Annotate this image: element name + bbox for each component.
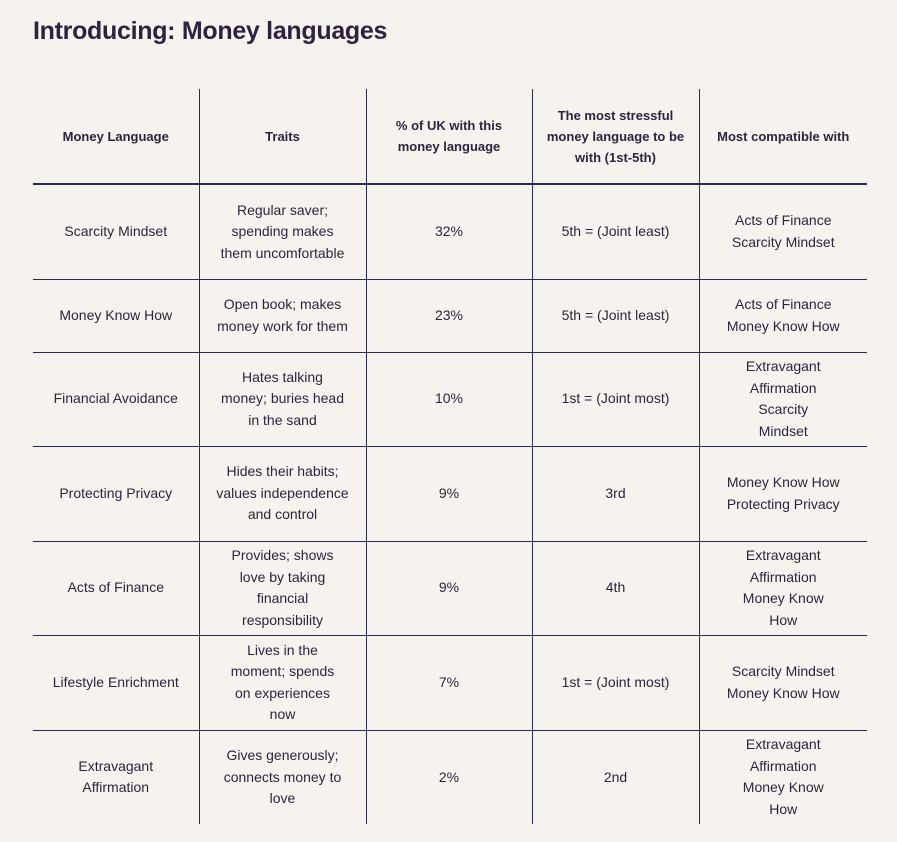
table-row bbox=[33, 730, 867, 824]
cell-compatible bbox=[699, 279, 867, 352]
compatible-item: Money Know How bbox=[726, 317, 840, 334]
cell-traits: Provides; shows love by taking financial responsibility bbox=[199, 541, 366, 635]
compatible-item: Money Know How bbox=[742, 779, 824, 817]
table-row bbox=[33, 446, 867, 541]
compatible-item: Acts of Finance bbox=[735, 212, 832, 229]
cell-language: Money Know How bbox=[33, 279, 199, 352]
cell-language: Extravagant Affirmation bbox=[78, 757, 154, 796]
cell-language: Acts of Finance bbox=[33, 541, 199, 635]
header-row bbox=[33, 89, 867, 184]
cell-compatible bbox=[699, 184, 867, 279]
cell-percent: 10% bbox=[366, 352, 532, 446]
table-row bbox=[33, 352, 867, 446]
compatible-item: Acts of Finance bbox=[735, 296, 832, 312]
compatible-item: Scarcity Mindset bbox=[731, 663, 835, 679]
cell-stress-rank: 2nd bbox=[532, 730, 699, 824]
page-title: Introducing: Money languages bbox=[33, 17, 388, 45]
header-compatible: Most compatible with bbox=[699, 89, 867, 184]
cell-stress-rank: 5th = (Joint least) bbox=[532, 184, 699, 279]
cell-stress-rank: 3rd bbox=[532, 446, 699, 541]
header-traits: Traits bbox=[199, 89, 366, 184]
compatible-item: Extravagant Affirmation bbox=[745, 736, 821, 774]
cell-compatible bbox=[699, 635, 867, 730]
cell-traits: Hates talking money; buries head in the sand bbox=[199, 352, 366, 446]
cell-traits: Regular saver; spending makes them uncomfortable bbox=[199, 184, 366, 279]
cell-language: Lifestyle Enrichment bbox=[33, 635, 199, 730]
header-money-language: Money Language bbox=[33, 89, 199, 184]
cell-language: Financial Avoidance bbox=[33, 352, 199, 446]
compatible-item: Protecting Privacy bbox=[726, 495, 840, 512]
cell-percent: 23% bbox=[366, 279, 532, 352]
cell-stress-rank: 4th bbox=[532, 541, 699, 635]
compatible-item: Money Know How bbox=[742, 590, 824, 628]
cell-percent: 2% bbox=[366, 730, 532, 824]
cell-language: Scarcity Mindset bbox=[33, 184, 199, 279]
compatible-item: Extravagant Affirmation bbox=[745, 358, 821, 396]
compatible-item: Money Know How bbox=[726, 474, 840, 490]
cell-stress-rank: 5th = (Joint least) bbox=[532, 279, 699, 352]
compatible-item: Extravagant Affirmation bbox=[745, 547, 821, 585]
table-row bbox=[33, 184, 867, 279]
header-stress-rank: The most stressful money language to be with (1st-5th) bbox=[532, 89, 699, 184]
money-languages-table bbox=[33, 89, 867, 824]
cell-language: Protecting Privacy bbox=[33, 446, 199, 541]
cell-percent: 9% bbox=[366, 541, 532, 635]
cell-traits: Gives generously; connects money to love bbox=[199, 730, 366, 824]
cell-stress-rank: 1st = (Joint most) bbox=[532, 352, 699, 446]
cell-traits: Lives in the moment; spends on experiences now bbox=[199, 635, 366, 730]
cell-traits: Hides their habits; values independence and control bbox=[199, 446, 366, 541]
cell-compatible bbox=[699, 730, 867, 824]
table-body bbox=[33, 184, 867, 824]
compatible-item: Scarcity Mindset bbox=[758, 401, 809, 439]
header-uk-percent: % of UK with this money language bbox=[366, 89, 532, 184]
cell-compatible bbox=[699, 352, 867, 446]
table-row bbox=[33, 635, 867, 730]
table-row bbox=[33, 279, 867, 352]
cell-percent: 32% bbox=[366, 184, 532, 279]
cell-compatible bbox=[699, 446, 867, 541]
compatible-item: Scarcity Mindset bbox=[731, 233, 835, 250]
cell-stress-rank: 1st = (Joint most) bbox=[532, 635, 699, 730]
table-row bbox=[33, 541, 867, 635]
cell-compatible bbox=[699, 541, 867, 635]
cell-percent: 9% bbox=[366, 446, 532, 541]
table-header bbox=[33, 89, 867, 184]
cell-traits: Open book; makes money work for them bbox=[199, 279, 366, 352]
cell-percent: 7% bbox=[366, 635, 532, 730]
compatible-item: Money Know How bbox=[726, 684, 840, 701]
